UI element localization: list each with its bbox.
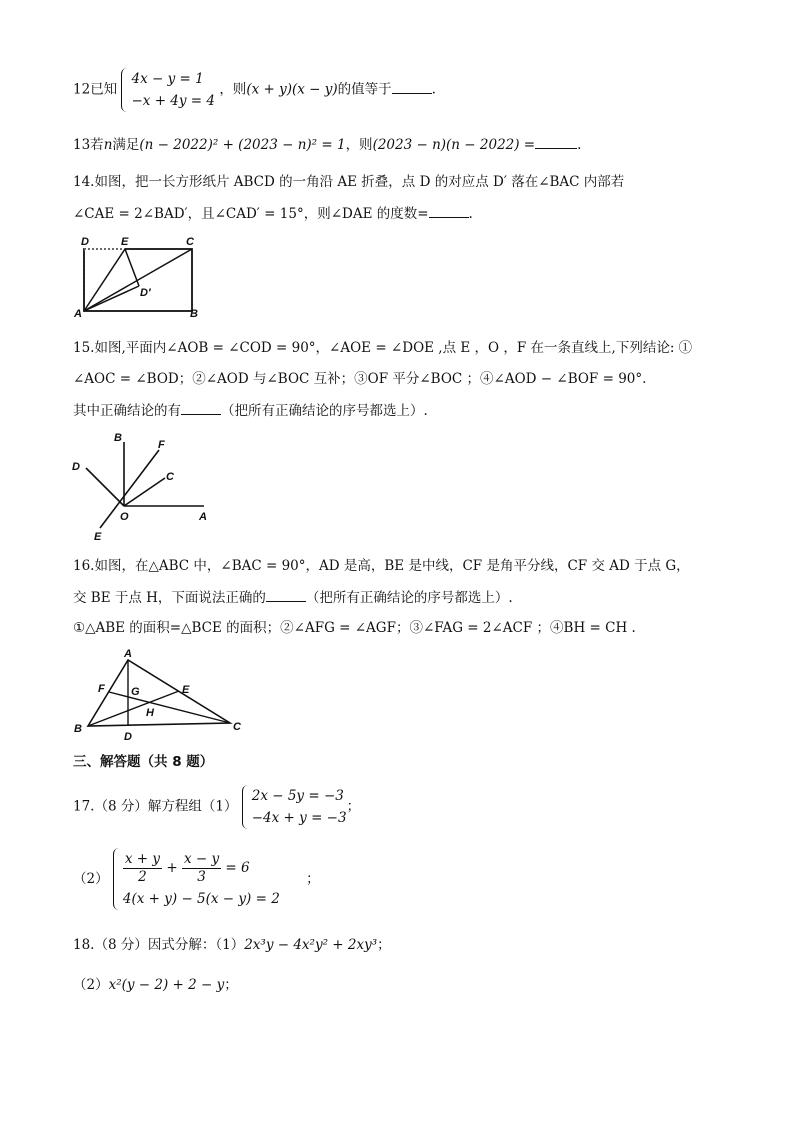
section-3-heading: 三、解答题（共 8 题） [73,754,214,770]
q17-eq4: 4(x + y) − 5(x − y) = 2 [122,891,280,907]
q15-label-O: O [120,511,129,523]
q15-label-B: B [114,432,122,444]
q12-expr: (x + y)(x − y) [246,81,338,98]
q16-label-C: C [233,721,241,733]
question-15-line2: ∠AOC = ∠BOD；②∠AOD 与∠BOC 互补；③OF 平分∠BOC ；④∠AOD − ∠BOF = 90°. [73,371,647,387]
q16-label-G: G [131,686,140,698]
q17-p2: （2） [73,871,109,887]
q17-eq2: −4x + y = −3 [251,810,347,826]
question-16-line2 [73,587,513,608]
q17-eq3 [123,851,250,885]
q14-line2-text: ∠CAE = 2∠BAD′，且∠CAD′ = 15°，则∠DAE 的度数= [73,206,429,222]
q16-figure [70,646,250,744]
q14-label-C: C [186,236,194,248]
q15-blank[interactable] [181,400,221,415]
q17-frac2-den: 3 [197,869,206,885]
q12-mid: ，则 [219,81,247,98]
q16-label-D: D [124,731,132,743]
q12-eq2: −x + 4y = 4 [131,93,216,109]
q16-label-E: E [182,684,190,696]
q12-prefix: 已知 [90,81,118,98]
question-17-part1 [73,785,360,829]
q12-suffix: 的值等于 [337,81,392,98]
q14-label-A: A [74,308,82,320]
q13-expr: (2023 − n)(n − 2022) = [372,137,536,153]
q14-label-D: D [81,236,89,248]
q16-blank[interactable] [266,587,306,602]
q15-label-D: D [72,461,80,473]
q15-figure [68,428,218,542]
q14-label-B: B [190,308,198,320]
q17-plus: + [166,860,178,876]
q16-bisector-CF [109,692,230,723]
q14-label-D-prime: D′ [140,287,151,299]
q13-eq: (n − 2022)² + (2023 − n)² = 1 [139,137,346,153]
q18-end1: ； [377,937,391,953]
q12-system [121,68,215,112]
q15-ray-OD [86,468,124,506]
question-16-line1: 16.如图，在△ABC 中，∠BAC = 90°，AD 是高，BE 是中线，CF 是角平分线，CF 交 AD 于点 G， [73,558,690,574]
q15-label-F: F [158,439,165,451]
q18-end2: ； [224,977,238,993]
q16-label-H: H [146,707,154,719]
q17-system2 [113,848,280,910]
q18-prefix: 18.（8 分）因式分解：（1） [73,937,245,953]
question-13 [73,134,581,155]
q17-frac2-num: x − y [183,851,220,867]
q18-expr1: 2x³y − 4x²y² + 2xy³ [244,937,378,953]
q15-line3-b: （把所有正确结论的序号都选上）. [221,403,428,419]
q17-system1 [242,785,347,829]
q16-label-A: A [124,648,132,660]
q16-line2-a: 交 BE 于点 H，下面说法正确的 [73,590,266,606]
q17-frac1-num: x + y [124,851,161,867]
question-16-line3: ①△ABE 的面积=△BCE 的面积；②∠AFG = ∠AGF；③∠FAG = 2∠ACF ；④BH = CH . [73,620,636,636]
q17-frac2 [182,851,221,886]
q15-line3-a: 其中正确结论的有 [73,403,181,419]
q14-line-ED-prime [125,249,139,286]
q12-blank[interactable] [392,79,432,94]
q13-prefix: 13若 [73,137,104,153]
question-15-line1: 15.如图,平面内∠AOB = ∠COD = 90°，∠AOE = ∠DOE ,点 E ，O ，F 在一条直线上,下列结论: ① [73,340,693,356]
q12-end: . [431,81,436,98]
q12-number: 12 [73,81,91,98]
q17-brace1 [242,785,251,829]
question-18-part1 [73,935,391,955]
q16-label-F: F [98,683,105,695]
q14-label-E: E [121,236,129,248]
q16-triangle-ABC [88,660,230,726]
q12-eq1: 4x − y = 1 [131,71,204,87]
q13-end: . [577,137,582,153]
q14-line-AC [84,249,192,311]
q17-end1: ； [346,798,361,815]
q17-frac1-den: 2 [138,869,147,885]
q17-eq1: 2x − 5y = −3 [251,788,344,804]
q13-mid: ，则 [345,137,373,153]
question-15-line3 [73,400,428,421]
q17-frac1 [123,851,162,886]
question-14-line2 [73,203,473,224]
q15-label-A: A [199,511,207,523]
question-14-line1: 14.如图，把一长方形纸片 ABCD 的一角沿 AE 折叠，点 D 的对应点 D′ 落在∠BAC 内部若 [73,174,625,190]
q12-brace [121,68,130,112]
q18-p2: （2） [73,977,109,993]
q15-label-C: C [166,471,174,483]
q14-figure [72,234,208,320]
q13-var: n [103,137,113,153]
question-12 [73,68,436,112]
q14-blank[interactable] [429,203,469,218]
q18-expr2: x²(y − 2) + 2 − y [108,977,225,993]
q16-label-B: B [74,723,82,735]
q15-label-E: E [94,531,102,542]
q17-end2: ； [306,871,320,887]
q13-blank[interactable] [535,134,577,149]
q16-line2-b: （把所有正确结论的序号都选上）. [305,590,513,606]
q17-eq3-rest: = 6 [225,860,250,876]
q13-cond: 满足 [112,137,140,153]
q14-end: . [468,206,473,222]
question-17-part2 [73,848,320,910]
q15-ray-OC [124,478,165,506]
question-18-part2 [73,975,238,995]
q17-prefix: 17.（8 分）解方程组（1） [73,798,238,815]
q17-brace2 [113,848,122,910]
